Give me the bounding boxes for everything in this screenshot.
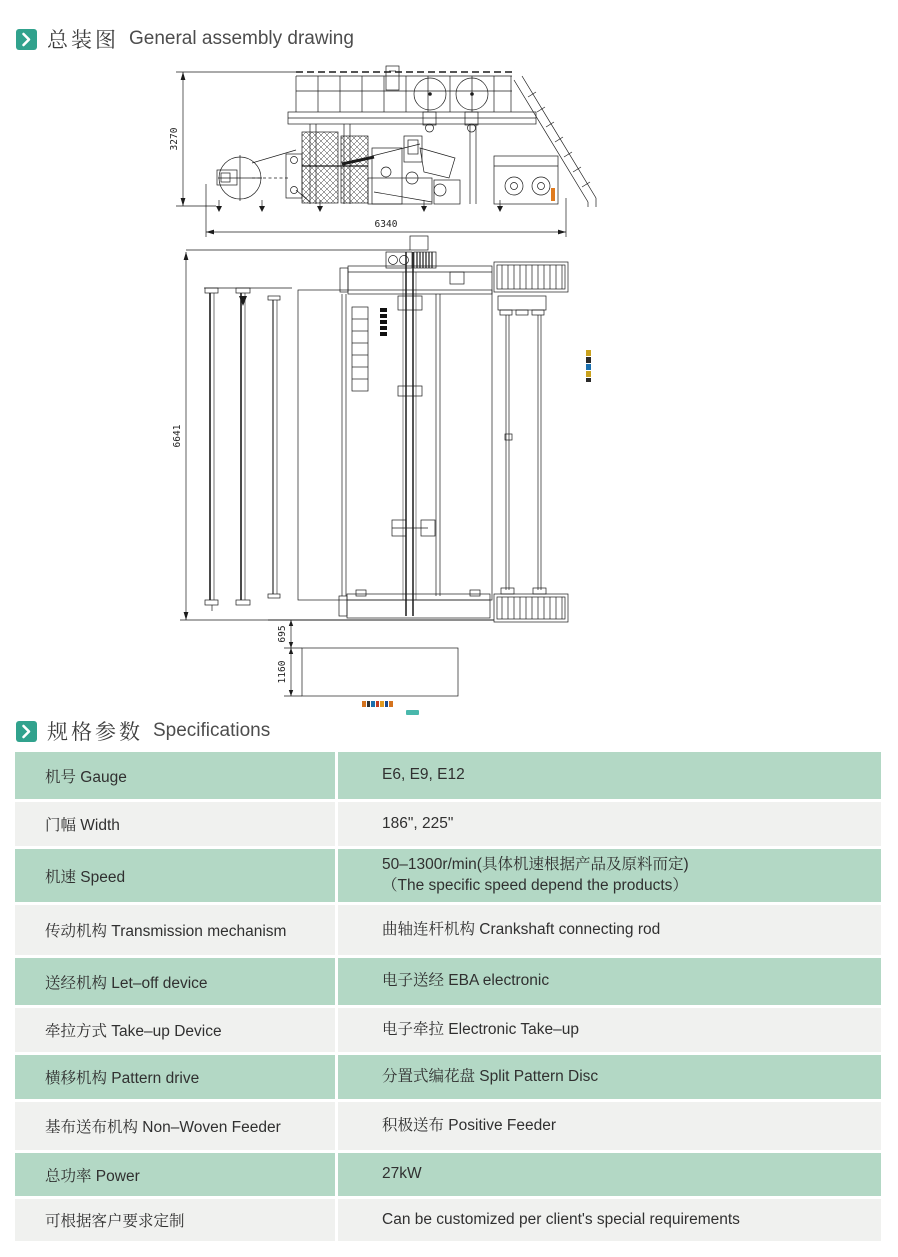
spec-value: 积极送布 Positive Feeder <box>382 1116 556 1134</box>
section-marker-icon <box>16 721 37 742</box>
watermark-mark-top <box>406 710 419 715</box>
table-row <box>15 802 881 846</box>
table-row <box>15 1153 881 1196</box>
table-row <box>15 958 881 1005</box>
chevron-right-icon <box>16 721 37 742</box>
assembly-drawing-svg <box>0 60 898 710</box>
chevron-right-icon <box>16 29 37 50</box>
spec-value <box>338 849 881 902</box>
assembly-drawing <box>0 60 898 710</box>
section-title-en: Specifications <box>153 720 271 741</box>
section-title-zh: 规格参数 <box>47 721 143 744</box>
spec-value: 电子牵拉 Electronic Take–up <box>382 1020 579 1038</box>
spec-label: 基布送布机构 Non–Woven Feeder <box>15 1102 338 1150</box>
spec-label: 总功率 Power <box>15 1153 338 1196</box>
spec-value: 曲轴连杆机构 Crankshaft connecting rod <box>382 920 661 938</box>
spec-value: E6, E9, E12 <box>382 766 465 784</box>
spec-value: 186", 225" <box>382 814 454 832</box>
top-view <box>180 236 568 696</box>
spec-value-line1: 50–1300r/min(具体机速根据产品及原料而定) <box>382 855 689 873</box>
spec-label: 门幅 Width <box>15 802 338 846</box>
section-title-zh: 总装图 <box>47 29 119 52</box>
dim-label-offset: 695 <box>277 625 288 643</box>
table-row <box>15 1055 881 1099</box>
spec-label: 机速 Speed <box>15 849 338 902</box>
dim-label-width: 6641 <box>172 424 183 448</box>
table-row <box>15 1102 881 1150</box>
dim-label-height: 3270 <box>169 127 180 151</box>
spec-label: 机号 Gauge <box>15 752 338 799</box>
spec-value: 分置式编花盘 Split Pattern Disc <box>382 1067 599 1085</box>
spec-label: 送经机构 Let–off device <box>15 958 338 1005</box>
watermark-logo-right <box>586 350 591 382</box>
specifications-table <box>15 752 881 1244</box>
spec-value: 27kW <box>382 1165 422 1183</box>
spec-value: Can be customized per client's special requirements <box>382 1210 740 1228</box>
spec-label: 横移机构 Pattern drive <box>15 1055 338 1099</box>
table-row <box>15 752 881 799</box>
dim-label-length: 6340 <box>374 219 398 230</box>
spec-label: 传动机构 Transmission mechanism <box>15 905 338 955</box>
spec-label: 可根据客户要求定制 <box>15 1199 338 1241</box>
side-view <box>176 66 596 237</box>
section-header-specs <box>16 716 270 746</box>
spec-label: 牵拉方式 Take–up Device <box>15 1008 338 1052</box>
spec-value: 电子送经 EBA electronic <box>382 972 550 990</box>
table-row <box>15 1008 881 1052</box>
section-marker-icon <box>16 29 37 50</box>
watermark-logo-bottom <box>362 701 393 707</box>
table-row <box>15 849 881 902</box>
table-row <box>15 1199 881 1241</box>
table-row <box>15 905 881 955</box>
dim-label-trough: 1160 <box>277 660 288 684</box>
spec-value-line2: （The specific speed depend the products） <box>382 876 688 894</box>
section-header-assembly <box>16 24 354 54</box>
section-title-en: General assembly drawing <box>129 28 354 49</box>
